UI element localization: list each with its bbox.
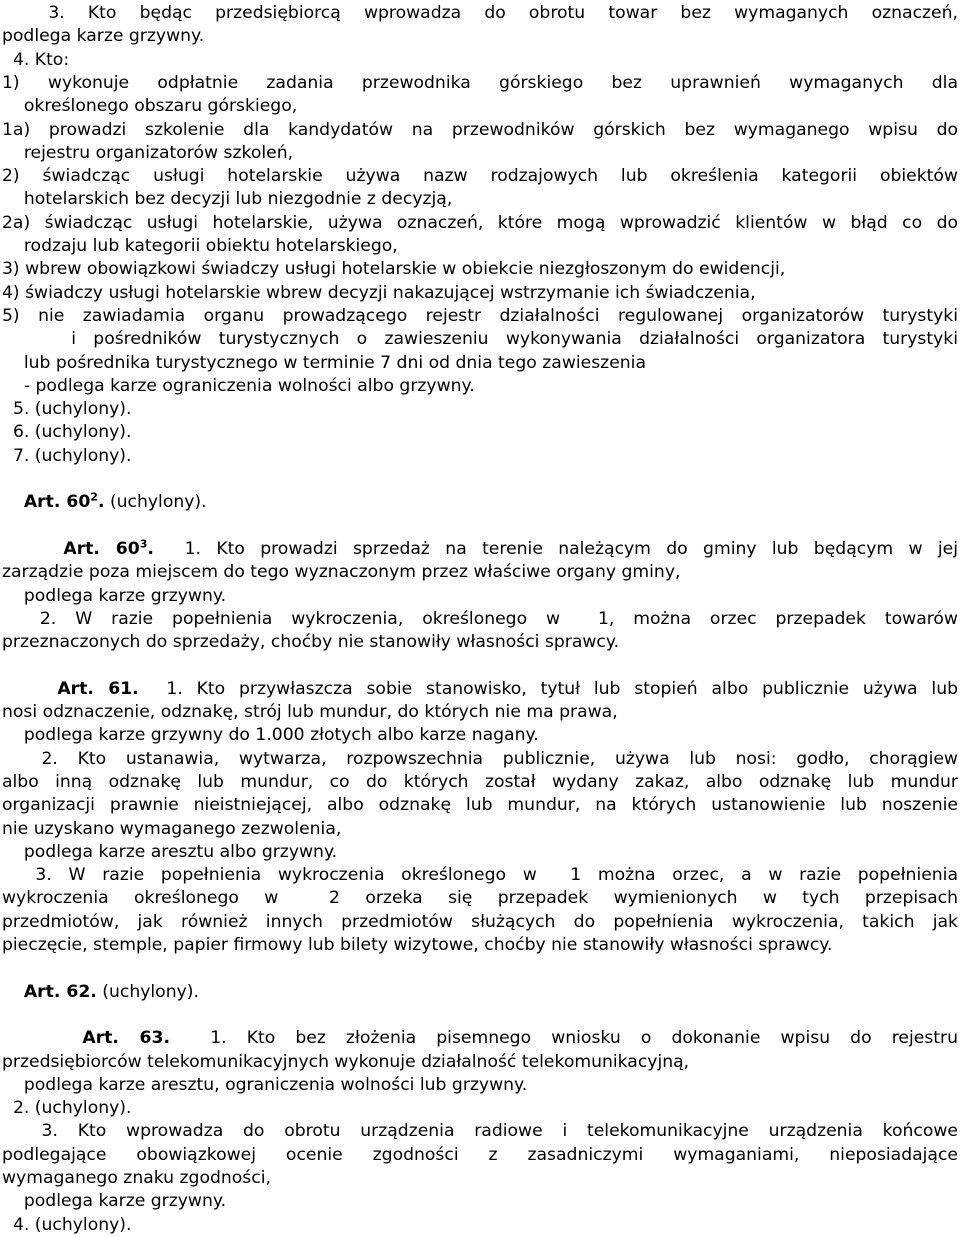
line-text: zarządzie poza miejscem do tego wyznaczonym przez właściwe organy gminy, [2, 562, 681, 583]
document-line [2, 538, 958, 561]
line-text: wymaganego znaku zgodności, [2, 1168, 271, 1188]
article-superscript: 2 [90, 490, 98, 504]
document-line [2, 2, 958, 25]
document-line [2, 1027, 958, 1050]
line-text: rejestru organizatorów szkoleń, [2, 142, 294, 163]
document-line [2, 1074, 527, 1097]
line-text: 1a) prowadzi szkolenie dla kandydatów na przewodników górskich bez wymaganego wpisu do [2, 119, 958, 140]
document-line [2, 1214, 131, 1237]
document-line [2, 25, 204, 48]
document-line [2, 1167, 271, 1190]
document-line [2, 1051, 689, 1074]
document-line [2, 282, 756, 305]
line-text: podlega karze grzywny. [2, 585, 227, 606]
document-line [2, 95, 297, 118]
document-line [2, 421, 131, 444]
document-line [2, 911, 958, 934]
line-text: wykroczenia określonego w 2 orzeka się przepadek wymienionych w tych przepisach [2, 888, 958, 909]
document-line [2, 724, 539, 747]
document-line [2, 188, 452, 211]
document-line [2, 49, 69, 72]
document-line [2, 794, 958, 817]
document-line [2, 887, 958, 910]
document-line [2, 1120, 958, 1143]
line-text: lub pośrednika turystycznego w terminie 7 dni od dnia tego zawieszenia [2, 352, 646, 373]
document-line [2, 631, 619, 654]
line-text: (uchylony). [104, 492, 207, 513]
document-line [2, 608, 958, 631]
article-heading: Art. 63. [82, 1028, 170, 1049]
article-heading: Art. 60 [23, 492, 91, 513]
line-text: 1) wykonuje odpłatnie zadania przewodnika górskiego bez uprawnień wymaganych dla [2, 72, 958, 93]
line-text: 1. Kto przywłaszcza sobie stanowisko, tytuł lub stopień albo publicznie używa lub [138, 678, 958, 699]
document-line [2, 864, 958, 887]
line-text: 2. W razie popełnienia wykroczenia, określonego w 1, można orzec przepadek towarów [2, 608, 958, 629]
line-text: 3. W razie popełnienia wykroczenia określonego w 1 można orzec, a w razie popełnienia [2, 865, 958, 886]
line-text: organizacji prawnie nieistniejącej, albo odznakę lub mundur, na których ustanowienie lub noszenie [2, 795, 958, 816]
document-line [2, 818, 341, 841]
line-text: 2) świadcząc usługi hotelarskie używa nazw rodzajowych lub określenia kategorii obiektów [2, 166, 958, 187]
article-heading: Art. 60 [63, 538, 140, 559]
line-text: 3) wbrew obowiązkowi świadczy usługi hotelarskie w obiekcie niezgłoszonym do ewidencji, [2, 259, 786, 280]
line-text: 4) świadczy usługi hotelarskie wbrew decyzji nakazującej wstrzymanie ich świadczenia, [2, 282, 756, 303]
line-text: 2a) świadcząc usługi hotelarskie, używa oznaczeń, które mogą wprowadzić klientów w błąd co do [2, 212, 958, 233]
document-line [2, 585, 226, 608]
line-text: podlega karze grzywny. [2, 1191, 227, 1212]
line-text: (uchylony). [96, 981, 199, 1002]
line-text: nie uzyskano wymaganego zezwolenia, [2, 818, 342, 839]
line-text: 3. Kto będąc przedsiębiorcą wprowadza do obrotu towar bez wymaganych oznaczeń, [2, 3, 958, 23]
line-text: albo inną odznakę lub mundur, co do których został wydany zakaz, albo odznakę lub mundur [2, 771, 958, 792]
line-text: - podlega karze ograniczenia wolności albo grzywny. [2, 375, 475, 396]
document-line [2, 561, 680, 584]
document-line [2, 328, 958, 351]
document-line [2, 934, 832, 957]
line-text: i pośredników turystycznych o zawieszeniu wykonywania działalności organizatora turystyki [2, 329, 958, 350]
article-heading: Art. 61. [57, 678, 139, 699]
line-text: podlega karze aresztu, ograniczenia wolności lub grzywny. [2, 1074, 528, 1095]
line-text: 5. (uchylony). [2, 399, 132, 420]
document-line [2, 142, 293, 165]
document-line [2, 398, 131, 421]
line-text: podlega karze aresztu albo grzywny. [2, 841, 338, 862]
line-text: nosi odznaczenie, odznakę, strój lub mundur, do których nie ma prawa, [2, 702, 618, 722]
document-line [2, 375, 475, 398]
document-line [2, 1190, 226, 1213]
line-text: 2. Kto ustanawia, wytwarza, rozpowszechnia publicznie, używa lub nosi: godło, chorągiew [2, 748, 958, 769]
document-line [2, 701, 618, 724]
line-text: podlega karze grzywny do 1.000 złotych albo karze nagany. [2, 725, 539, 746]
document-line [2, 72, 958, 95]
line-text: 7. (uchylony). [2, 445, 132, 466]
line-text: 1. Kto prowadzi sprzedaż na terenie należącym do gminy lub będącym w jej [153, 538, 958, 559]
document-line [2, 305, 958, 328]
document-line [2, 352, 646, 375]
line-text: przedmiotów, jak również innych przedmiotów służących do popełnienia wykroczenia, takich jak [2, 911, 958, 932]
line-text: hotelarskich bez decyzji lub niezgodnie z decyzją, [2, 189, 453, 210]
article-heading-end: . [97, 492, 105, 513]
document-line [2, 445, 131, 468]
line-text: określonego obszaru górskiego, [2, 96, 298, 117]
line-text: 4. (uchylony). [2, 1214, 132, 1235]
line-text: 5) nie zawiadamia organu prowadzącego rejestr działalności regulowanej organizatorów turystyki [2, 305, 958, 326]
document-line [2, 1097, 131, 1120]
document-line [2, 491, 207, 514]
line-text: 4. Kto: [2, 49, 70, 70]
line-text: 6. (uchylony). [2, 422, 132, 443]
document-line [2, 165, 958, 188]
article-heading-end: . [147, 538, 154, 559]
document-line [2, 235, 398, 258]
line-text: pieczęcie, stemple, papier firmowy lub bilety wizytowe, choćby nie stanowiły własności sprawcy. [2, 935, 833, 955]
document-line [2, 981, 199, 1004]
line-text: 1. Kto bez złożenia pisemnego wniosku o dokonanie wpisu do rejestru [170, 1028, 958, 1049]
document-line [2, 841, 337, 864]
line-text: podlega karze grzywny. [2, 26, 205, 47]
line-text: 3. Kto wprowadza do obrotu urządzenia radiowe i telekomunikacyjne urządzenia końcowe [2, 1121, 958, 1142]
document-line [2, 119, 958, 142]
document-line [2, 1144, 958, 1167]
document-line [2, 748, 958, 771]
document-line [2, 678, 958, 701]
document-line [2, 258, 785, 281]
line-text: 2. (uchylony). [2, 1098, 132, 1119]
line-text: podlegające obowiązkowej ocenie zgodności z zasadniczymi wymaganiami, nieposiadające [2, 1144, 958, 1165]
article-heading: Art. 62. [23, 981, 97, 1002]
line-text: przedsiębiorców telekomunikacyjnych wykonuje działalność telekomunikacyjną, [2, 1051, 690, 1072]
article-superscript: 3 [139, 537, 148, 551]
document-line [2, 212, 958, 235]
document-line [2, 771, 958, 794]
line-text: rodzaju lub kategorii obiektu hotelarskiego, [2, 236, 398, 256]
line-text: przeznaczonych do sprzedaży, choćby nie stanowiły własności sprawcy. [2, 632, 620, 653]
